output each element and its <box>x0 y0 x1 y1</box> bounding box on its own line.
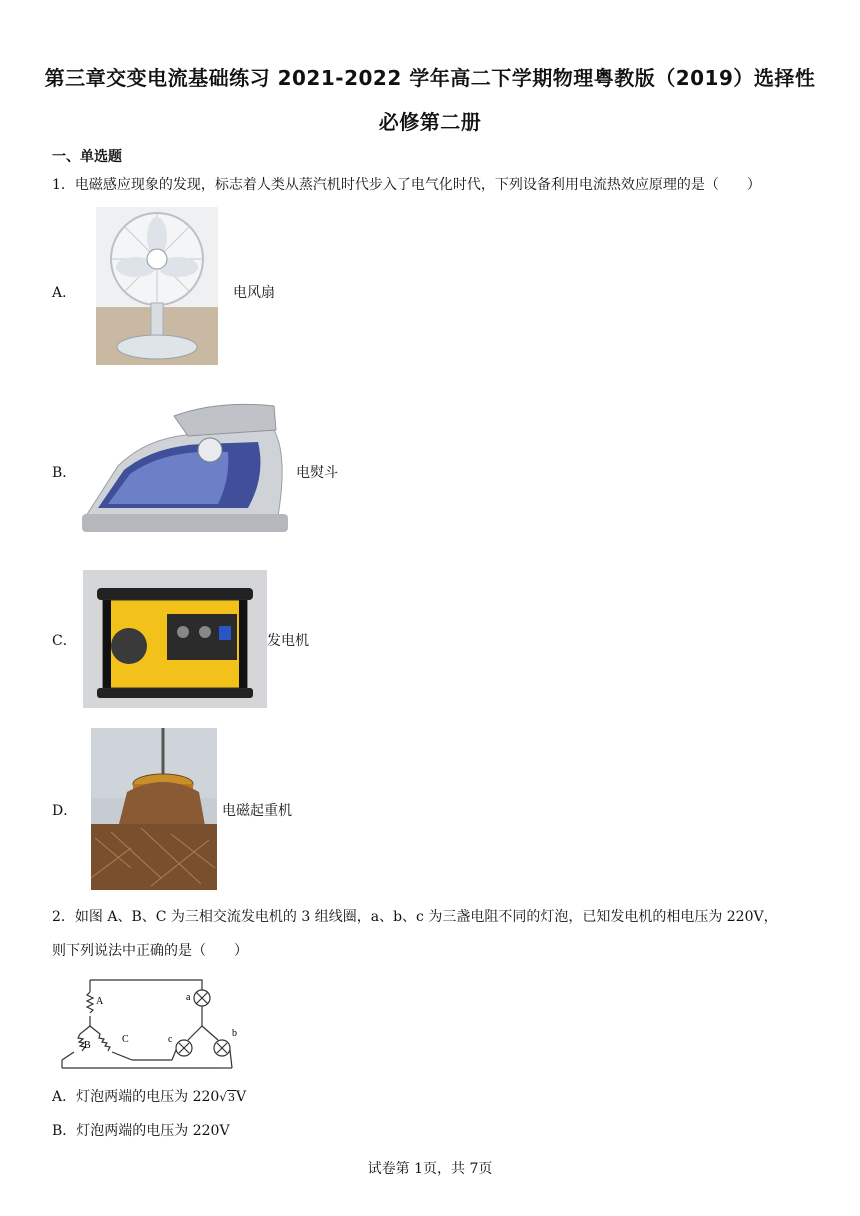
option-b-label: 电熨斗 <box>296 465 338 481</box>
lamp-a-label: a <box>186 992 191 1003</box>
electric-iron-image <box>78 396 292 538</box>
electric-fan-image <box>96 207 218 365</box>
q2-option-a-unit: V <box>235 1089 247 1105</box>
coil-a-label: A <box>96 996 104 1007</box>
coil-b-label: B <box>84 1040 91 1051</box>
option-d-letter: D． <box>52 803 78 819</box>
three-phase-circuit-diagram <box>52 968 248 1072</box>
document-title-line1: 第三章交变电流基础练习 2021-2022 学年高二下学期物理粤教版（2019）选择性 <box>44 66 816 90</box>
option-b-letter: B． <box>52 465 77 481</box>
q2-option-b-letter: B． <box>52 1123 77 1139</box>
option-c-letter: C． <box>52 633 77 649</box>
question-1-text: 1．电磁感应现象的发现，标志着人类从蒸汽机时代步入了电气化时代，下列设备利用电流热效应原理的是（ ） <box>52 177 761 193</box>
electromagnetic-crane-image <box>91 728 217 890</box>
option-c-label: 发电机 <box>267 633 309 649</box>
q2-option-a-text: 灯泡两端的电压为 220 <box>76 1089 220 1105</box>
lamp-c-label: c <box>168 1034 173 1045</box>
section-heading: 一、单选题 <box>52 149 122 165</box>
generator-image <box>83 570 267 708</box>
coil-c-label: C <box>122 1034 129 1045</box>
q2-option-a <box>52 1086 246 1106</box>
option-a-label: 电风扇 <box>233 285 275 301</box>
q2-option-b <box>52 1120 230 1140</box>
option-d-label: 电磁起重机 <box>222 803 292 819</box>
q2-option-a-letter: A． <box>52 1089 77 1105</box>
option-a-letter: A． <box>52 285 77 301</box>
sqrt-symbol: √ <box>219 1090 227 1104</box>
sqrt-radicand: 3 <box>227 1091 235 1104</box>
q2-option-b-text: 灯泡两端的电压为 220V <box>76 1123 230 1139</box>
question-2-line2: 则下列说法中正确的是（ ） <box>52 943 248 959</box>
page-footer: 试卷第 1页，共 7页 <box>367 1161 493 1177</box>
question-2-line1: 2．如图 A、B、C 为三相交流发电机的 3 组线圈，a、b、c 为三盏电阻不同的灯泡，已知发电机的相电压为 220V， <box>52 909 778 925</box>
document-title-line2: 必修第二册 <box>378 110 482 134</box>
lamp-b-label: b <box>232 1028 237 1039</box>
